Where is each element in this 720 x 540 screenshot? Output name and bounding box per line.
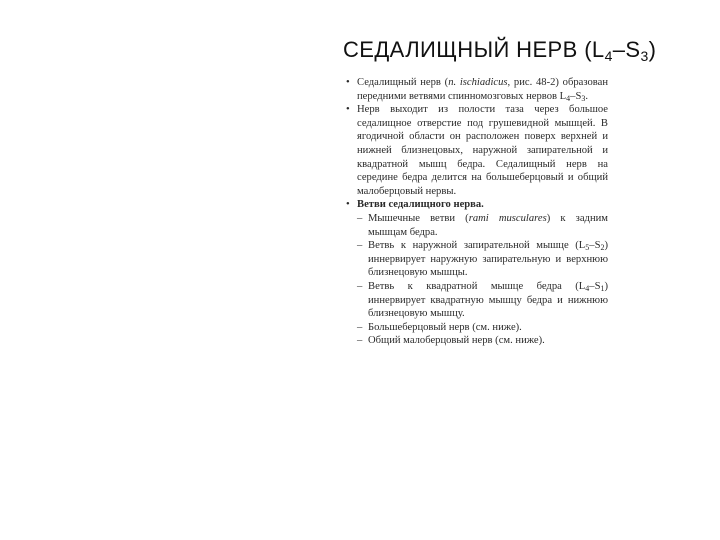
bullet-icon: • (346, 77, 350, 88)
title-text: СЕДАЛИЩНЫЙ НЕРВ (L (343, 37, 605, 62)
item-text: Ветвь к наружной запирательной мышце (L (368, 240, 586, 252)
subscript: 3 (581, 93, 586, 103)
dash-marker: – (357, 212, 363, 224)
bullet-icon: • (346, 104, 350, 116)
paragraph-nerve-formation (346, 76, 608, 103)
paragraph-text: . (585, 90, 588, 102)
subscript: 1 (600, 283, 605, 293)
latin-term: rami musculares (468, 212, 547, 224)
item-text: Ветвь к квадратной мышце бедра (L (368, 280, 586, 292)
item-text: ) иннервирует квадратную мышцу бедра и нижнюю близнецовую мышцу. (368, 280, 608, 320)
paragraph-text: Седалищный нерв ( (357, 77, 449, 88)
item-text: ) иннервирует наружную запирательную и верхнюю близнецовую мышцы. (368, 240, 608, 279)
title-range-dash: –S (612, 37, 641, 62)
page-title (343, 37, 656, 63)
branches-heading: Ветви седалищного нерва. (357, 199, 484, 211)
dash-marker: – (357, 280, 363, 292)
paragraph-text: –S (570, 90, 582, 102)
item-text: –S (589, 240, 601, 252)
latin-term: n. ischiadicus (448, 77, 508, 88)
textbook-page-scan (346, 76, 608, 348)
list-item (346, 321, 608, 335)
subscript: 5 (585, 243, 590, 253)
title-subscript-end: 3 (640, 48, 649, 64)
subscript: 2 (600, 243, 605, 253)
subscript: 4 (566, 93, 571, 103)
branches-list (346, 212, 608, 348)
dash-marker: – (357, 240, 363, 252)
list-item (346, 280, 608, 321)
list-item (346, 212, 608, 239)
paragraph-branches (346, 198, 608, 212)
item-text: Большеберцовый нерв (см. ниже). (368, 321, 522, 333)
dash-marker: – (357, 321, 363, 333)
title-subscript-start: 4 (604, 48, 613, 64)
dash-marker: – (357, 335, 363, 347)
item-text: –S (589, 280, 601, 292)
item-text: Мышечные ветви ( (368, 212, 469, 224)
subscript: 4 (585, 283, 590, 293)
paragraph-nerve-course (346, 103, 608, 198)
title-close-paren: ) (648, 37, 657, 62)
paragraph-text: Нерв выходит из полости таза через большое седалищное отверстие под грушевидной мышцей. В ягодичной области он расположен поверх верхней и нижней близнецовых, наружной запирательной и квадратной мышц бедра. Седалищный нерв на середине бедра делится на большеберцовый и общий малоберцовый нервы. (357, 104, 608, 197)
list-item (346, 239, 608, 280)
bullet-icon: • (346, 199, 350, 211)
item-text: ) к задним мышцам бедра. (368, 212, 608, 238)
item-text: Общий малоберцовый нерв (см. ниже). (368, 335, 545, 347)
paragraph-text: , рис. 48-2) образован передними ветвями спинномозговых нервов L (357, 77, 609, 102)
list-item (346, 334, 608, 348)
